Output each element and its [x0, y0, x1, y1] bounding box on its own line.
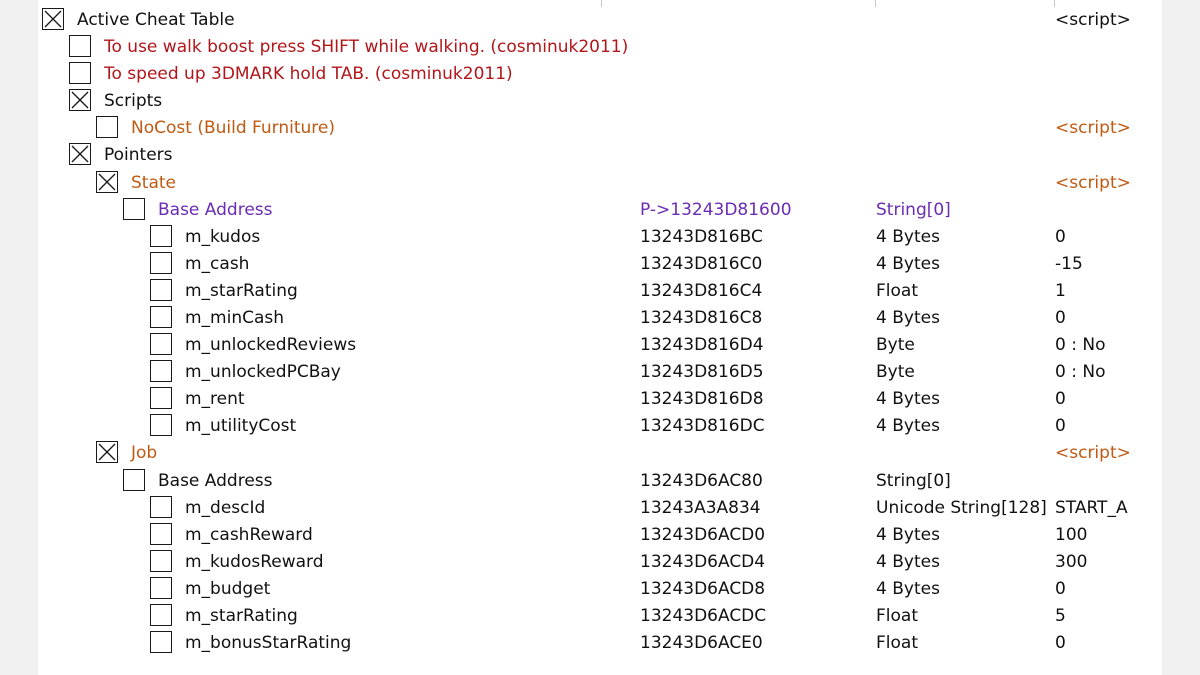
- entry-value: 5: [1055, 605, 1066, 626]
- cheat-entry-row[interactable]: [38, 116, 1162, 143]
- entry-type: 4 Bytes: [876, 389, 940, 410]
- entry-description: m_unlockedPCBay: [185, 362, 341, 383]
- entry-value: 0: [1055, 633, 1066, 654]
- checked-x-icon: [43, 9, 63, 29]
- entry-description: m_rent: [185, 389, 245, 410]
- entry-address: 13243D6AC80: [640, 470, 763, 491]
- cheat-entry-row[interactable]: [38, 333, 1162, 360]
- entry-value: 1: [1055, 280, 1066, 301]
- cheat-entry-row[interactable]: [38, 631, 1162, 658]
- cheat-entry-row[interactable]: [38, 198, 1162, 225]
- activate-checkbox[interactable]: [69, 35, 91, 57]
- entry-type: Byte: [876, 335, 915, 356]
- activate-checkbox[interactable]: [150, 414, 172, 436]
- cheat-entry-row[interactable]: [38, 387, 1162, 414]
- activate-checkbox[interactable]: [123, 198, 145, 220]
- entry-description: m_starRating: [185, 280, 298, 301]
- entry-description: Base Address: [158, 199, 273, 220]
- activate-checkbox[interactable]: [69, 143, 91, 165]
- column-separator: [601, 0, 602, 7]
- entry-description: m_budget: [185, 578, 271, 599]
- entry-value: <script>: [1055, 10, 1131, 30]
- entry-description: Active Cheat Table: [77, 10, 235, 30]
- entry-type: 4 Bytes: [876, 226, 940, 247]
- column-separator: [875, 0, 876, 7]
- activate-checkbox[interactable]: [69, 62, 91, 84]
- activate-checkbox[interactable]: [150, 496, 172, 518]
- entry-type: Float: [876, 633, 918, 654]
- entry-address: 13243D6ACD4: [640, 551, 766, 572]
- entry-description: State: [131, 172, 176, 193]
- entry-address: 13243D6ACD0: [640, 524, 766, 545]
- entry-description: m_utilityCost: [185, 416, 297, 437]
- entry-value: 0: [1055, 416, 1066, 437]
- entry-description: Base Address: [158, 470, 273, 491]
- cheat-entry-row[interactable]: [38, 62, 1162, 89]
- entry-type: 4 Bytes: [876, 578, 940, 599]
- activate-checkbox[interactable]: [150, 333, 172, 355]
- cheat-entry-row[interactable]: [38, 523, 1162, 550]
- entry-value: <script>: [1055, 443, 1131, 464]
- activate-checkbox[interactable]: [96, 441, 118, 463]
- cheat-entry-row[interactable]: [38, 414, 1162, 441]
- entry-description: Scripts: [104, 91, 163, 112]
- activate-checkbox[interactable]: [150, 577, 172, 599]
- entry-value: 300: [1055, 551, 1088, 572]
- entry-type: 4 Bytes: [876, 551, 940, 572]
- cheat-entry-row[interactable]: [38, 550, 1162, 577]
- activate-checkbox[interactable]: [150, 631, 172, 653]
- cheat-entry-row[interactable]: [38, 252, 1162, 279]
- entry-description: NoCost (Build Furniture): [131, 118, 335, 139]
- entry-description: m_minCash: [185, 307, 285, 328]
- entry-type: Unicode String[128]: [876, 497, 1047, 518]
- activate-checkbox[interactable]: [150, 604, 172, 626]
- activate-checkbox[interactable]: [150, 523, 172, 545]
- entry-type: Float: [876, 280, 918, 301]
- entry-description: m_descId: [185, 497, 266, 518]
- activate-checkbox[interactable]: [42, 8, 64, 30]
- entry-description: To use walk boost press SHIFT while walking. (cosminuk2011): [104, 37, 629, 58]
- entry-value: -15: [1055, 253, 1083, 274]
- entry-address: 13243D816C8: [640, 307, 763, 328]
- entry-description: m_kudosReward: [185, 551, 324, 572]
- activate-checkbox[interactable]: [150, 225, 172, 247]
- entry-address: 13243D816C0: [640, 253, 763, 274]
- cheat-entry-row[interactable]: [38, 8, 1162, 35]
- entry-value: <script>: [1055, 118, 1131, 139]
- entry-address: P->13243D81600: [640, 199, 792, 220]
- cheat-entry-row[interactable]: [38, 496, 1162, 523]
- cheat-entry-row[interactable]: [38, 306, 1162, 333]
- checked-x-icon: [97, 442, 117, 462]
- entry-value: 100: [1055, 524, 1088, 545]
- entry-value: 0: [1055, 389, 1066, 410]
- activate-checkbox[interactable]: [150, 360, 172, 382]
- entry-description: m_cash: [185, 253, 250, 274]
- entry-address: 13243D816D5: [640, 362, 764, 383]
- entry-address: 13243D6ACDC: [640, 605, 767, 626]
- entry-address: 13243D816D8: [640, 389, 764, 410]
- cheat-entry-row[interactable]: [38, 469, 1162, 496]
- activate-checkbox[interactable]: [69, 89, 91, 111]
- entry-type: 4 Bytes: [876, 524, 940, 545]
- entry-type: 4 Bytes: [876, 253, 940, 274]
- activate-checkbox[interactable]: [123, 469, 145, 491]
- cheat-entry-row[interactable]: [38, 279, 1162, 306]
- entry-address: 13243D816C4: [640, 280, 763, 301]
- entry-value: <script>: [1055, 172, 1131, 193]
- entry-value: 0: [1055, 578, 1066, 599]
- activate-checkbox[interactable]: [150, 387, 172, 409]
- entry-type: String[0]: [876, 199, 951, 220]
- entry-description: m_unlockedReviews: [185, 335, 357, 356]
- entry-description: m_starRating: [185, 605, 298, 626]
- cheat-entry-row[interactable]: [38, 577, 1162, 604]
- cheat-entry-row[interactable]: [38, 35, 1162, 62]
- entry-address: 13243A3A834: [640, 497, 761, 518]
- activate-checkbox[interactable]: [150, 306, 172, 328]
- entry-description: Job: [131, 443, 158, 464]
- entry-address: 13243D6ACD8: [640, 578, 766, 599]
- cheat-entry-row[interactable]: [38, 360, 1162, 387]
- activate-checkbox[interactable]: [96, 171, 118, 193]
- activate-checkbox[interactable]: [96, 116, 118, 138]
- entry-type: Byte: [876, 362, 915, 383]
- entry-address: 13243D816DC: [640, 416, 765, 437]
- cheat-table-panel: [38, 0, 1162, 675]
- entry-value: 0: [1055, 226, 1066, 247]
- entry-value: 0 : No: [1055, 362, 1106, 383]
- column-separator: [1054, 0, 1055, 7]
- checked-x-icon: [70, 144, 90, 164]
- activate-checkbox[interactable]: [150, 252, 172, 274]
- checked-x-icon: [97, 172, 117, 192]
- cheat-entry-row[interactable]: [38, 171, 1162, 198]
- cheat-entry-row[interactable]: [38, 225, 1162, 252]
- entry-type: Float: [876, 605, 918, 626]
- cheat-entry-row[interactable]: [38, 441, 1162, 468]
- activate-checkbox[interactable]: [150, 550, 172, 572]
- entry-value: START_A: [1055, 497, 1128, 518]
- entry-description: To speed up 3DMARK hold TAB. (cosminuk2011): [104, 64, 513, 85]
- cheat-entry-row[interactable]: [38, 89, 1162, 116]
- activate-checkbox[interactable]: [150, 279, 172, 301]
- checked-x-icon: [70, 90, 90, 110]
- entry-type: 4 Bytes: [876, 416, 940, 437]
- entry-description: Pointers: [104, 145, 173, 166]
- entry-description: m_kudos: [185, 226, 261, 247]
- entry-value: 0: [1055, 307, 1066, 328]
- entry-description: m_cashReward: [185, 524, 313, 545]
- entry-address: 13243D6ACE0: [640, 633, 763, 654]
- entry-type: String[0]: [876, 470, 951, 491]
- entry-value: 0 : No: [1055, 335, 1106, 356]
- entry-type: 4 Bytes: [876, 307, 940, 328]
- cheat-entry-row[interactable]: [38, 604, 1162, 631]
- entry-description: m_bonusStarRating: [185, 633, 352, 654]
- cheat-entry-row[interactable]: [38, 143, 1162, 170]
- entry-address: 13243D816D4: [640, 335, 764, 356]
- entry-address: 13243D816BC: [640, 226, 763, 247]
